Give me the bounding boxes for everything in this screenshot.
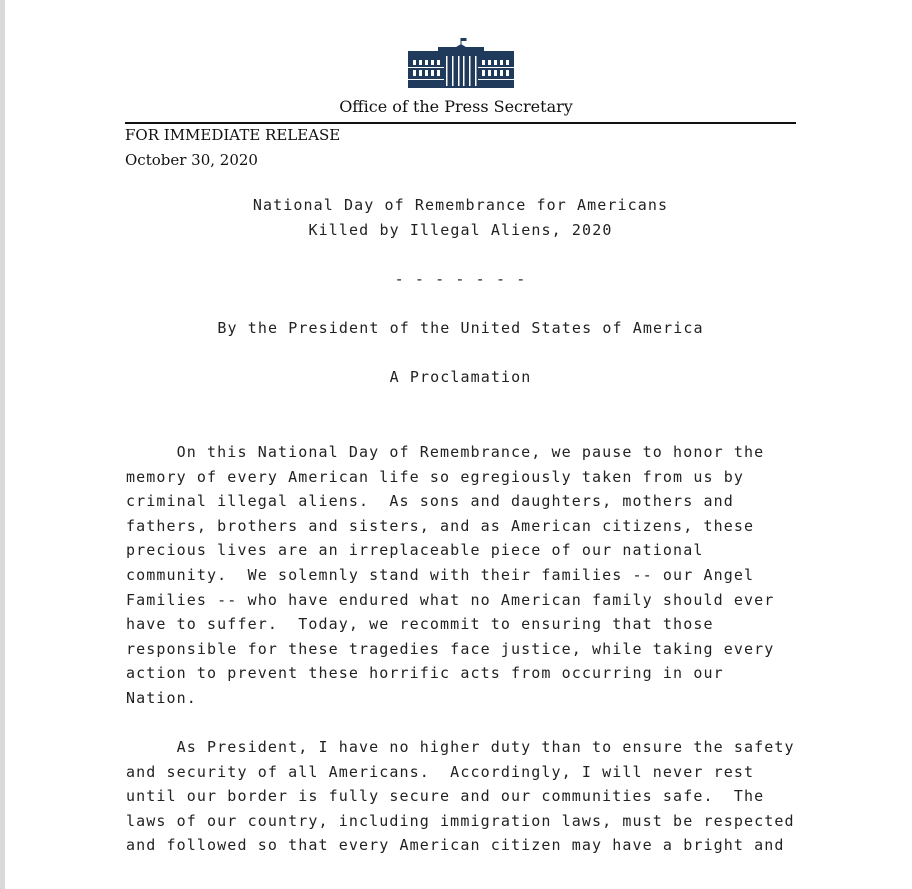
section-separator: - - - - - - - <box>394 270 527 288</box>
text-line: community. We solemnly stand with their families -- our Angel <box>126 565 755 584</box>
text-line: As President, I have no higher duty than to ensure the safety <box>126 738 795 756</box>
header-divider <box>125 122 796 124</box>
text-line: fathers, brothers and sisters, and as American citizens, these <box>126 516 755 535</box>
proclamation-title-line-1: National Day of Remembrance for Americans <box>252 196 669 214</box>
text-line: and followed so that every American citizen may have a bright and <box>126 836 785 855</box>
paragraph-2 <box>126 735 806 858</box>
paragraph-1 <box>126 440 806 711</box>
text-line: until our border is fully secure and our communities safe. The <box>126 787 765 806</box>
text-line: action to prevent these horrific acts from occurring in our <box>126 664 724 683</box>
text-line: have to suffer. Today, we recommit to ensuring that those <box>126 615 714 634</box>
by-president-line: By the President of the United States of America <box>217 319 704 337</box>
text-line: precious lives are an irreplaceable piece of our national <box>126 541 704 560</box>
text-line: responsible for these tragedies face justice, while taking every <box>126 639 775 658</box>
text-line: memory of every American life so egregiously taken from us by <box>126 467 744 486</box>
text-line: and security of all Americans. Accordingly, I will never rest <box>126 762 755 781</box>
proclamation-heading: A Proclamation <box>389 368 532 386</box>
text-line: criminal illegal aliens. As sons and daughters, mothers and <box>126 492 734 511</box>
white-house-icon <box>408 38 514 88</box>
office-title: Office of the Press Secretary <box>339 97 573 116</box>
proclamation-title-line-2: Killed by Illegal Aliens, 2020 <box>308 221 613 239</box>
release-label: FOR IMMEDIATE RELEASE <box>125 126 341 144</box>
text-line: Nation. <box>126 688 197 707</box>
release-date: October 30, 2020 <box>125 151 258 169</box>
text-line: laws of our country, including immigration laws, must be respected <box>126 811 795 830</box>
text-line: On this National Day of Remembrance, we pause to honor the <box>126 443 765 461</box>
page-left-edge <box>0 0 5 889</box>
text-line: Families -- who have endured what no American family should ever <box>126 590 775 609</box>
